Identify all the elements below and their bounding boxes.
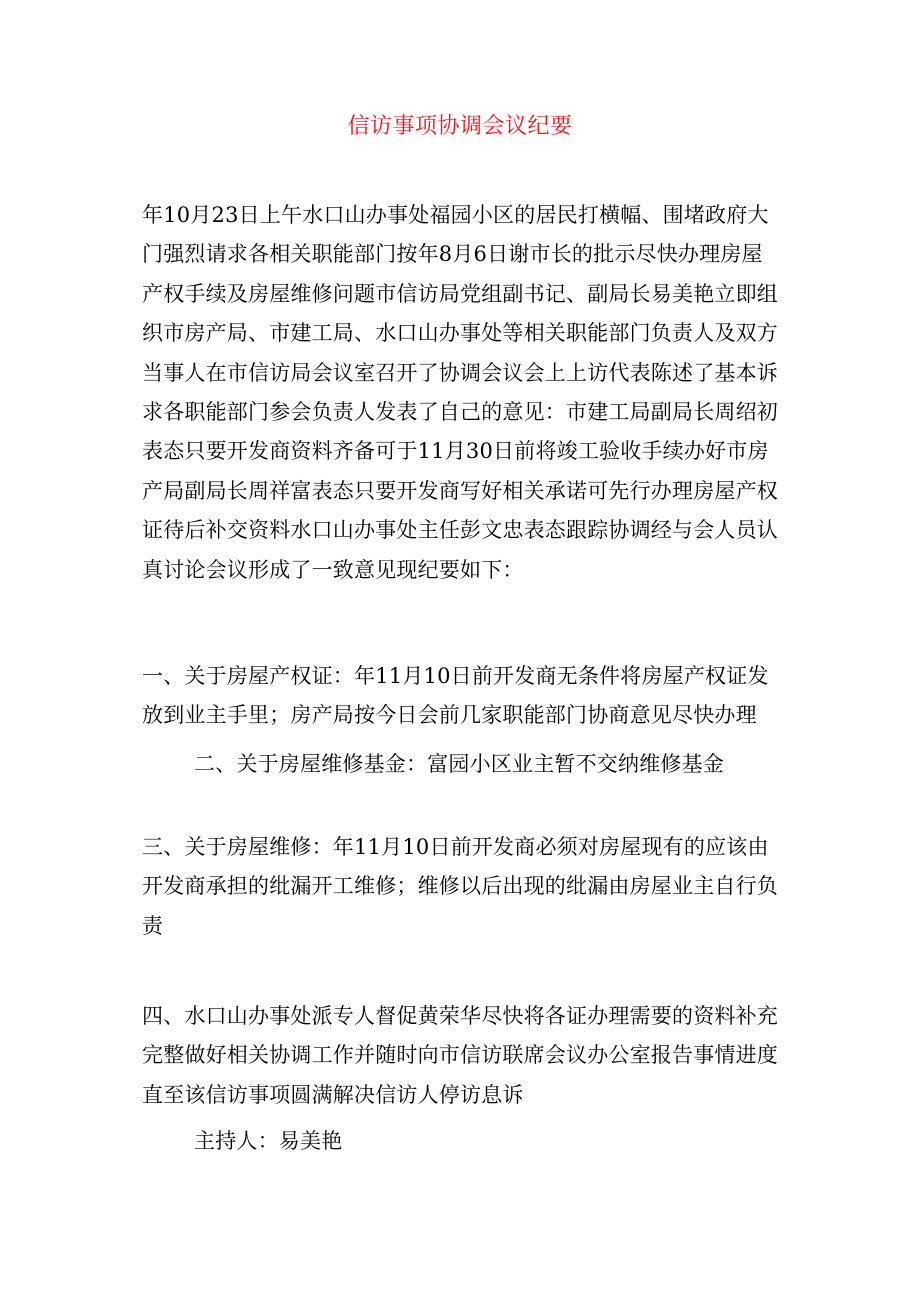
item-supervision: 四、水口山办事处派专人督促黄荣华尽快将各证办理需要的资料补充完整做好相关协调工作并随时向市信访联席会议办公室报告事情进度直至该信访事项圆满解决信访人停访息诉 xyxy=(142,1004,778,1107)
document-title: 信访事项协调会议纪要 xyxy=(347,114,573,139)
intro-paragraph: 年10月23日上午水口山办事处福园小区的居民打横幅、围堵政府大门强烈请求各相关职能部门按年8月6日谢市长的批示尽快办理房屋产权手续及房屋维修问题市信访局党组副书记、副局长易美艳立即组织市房产局、市建工局、水口山办事处等相关职能部门负责人及双方当事人在市信访局会议室召开了协调会议会上上访代表陈述了基本诉求各职能部门参会负责人发表了自己的意见：市建工局副局长周绍初表态只要开发商资料齐备可于11月30日前将竣工验收手续办好市房产局副局长周祥富表态只要开发商写好相关承诺可先行办理房屋产权证待后补交资料水口山办事处主任彭文忠表态跟踪协调经与会人员认真讨论会议形成了一致意见现纪要如下： xyxy=(142,203,778,582)
item-property-certificate: 一、关于房屋产权证：年11月10日前开发商无条件将房屋产权证发放到业主手里；房产局按今日会前几家职能部门协商意见尽快办理 xyxy=(142,664,769,728)
item-maintenance-fund: 二、关于房屋维修基金：富园小区业主暂不交纳维修基金 xyxy=(194,752,724,776)
meeting-host: 主持人：易美艳 xyxy=(194,1129,343,1153)
item-house-repair: 三、关于房屋维修：年11月10日前开发商必须对房屋现有的应该由开发商承担的纰漏开工维修；维修以后出现的纰漏由房屋业主自行负责 xyxy=(142,835,778,938)
